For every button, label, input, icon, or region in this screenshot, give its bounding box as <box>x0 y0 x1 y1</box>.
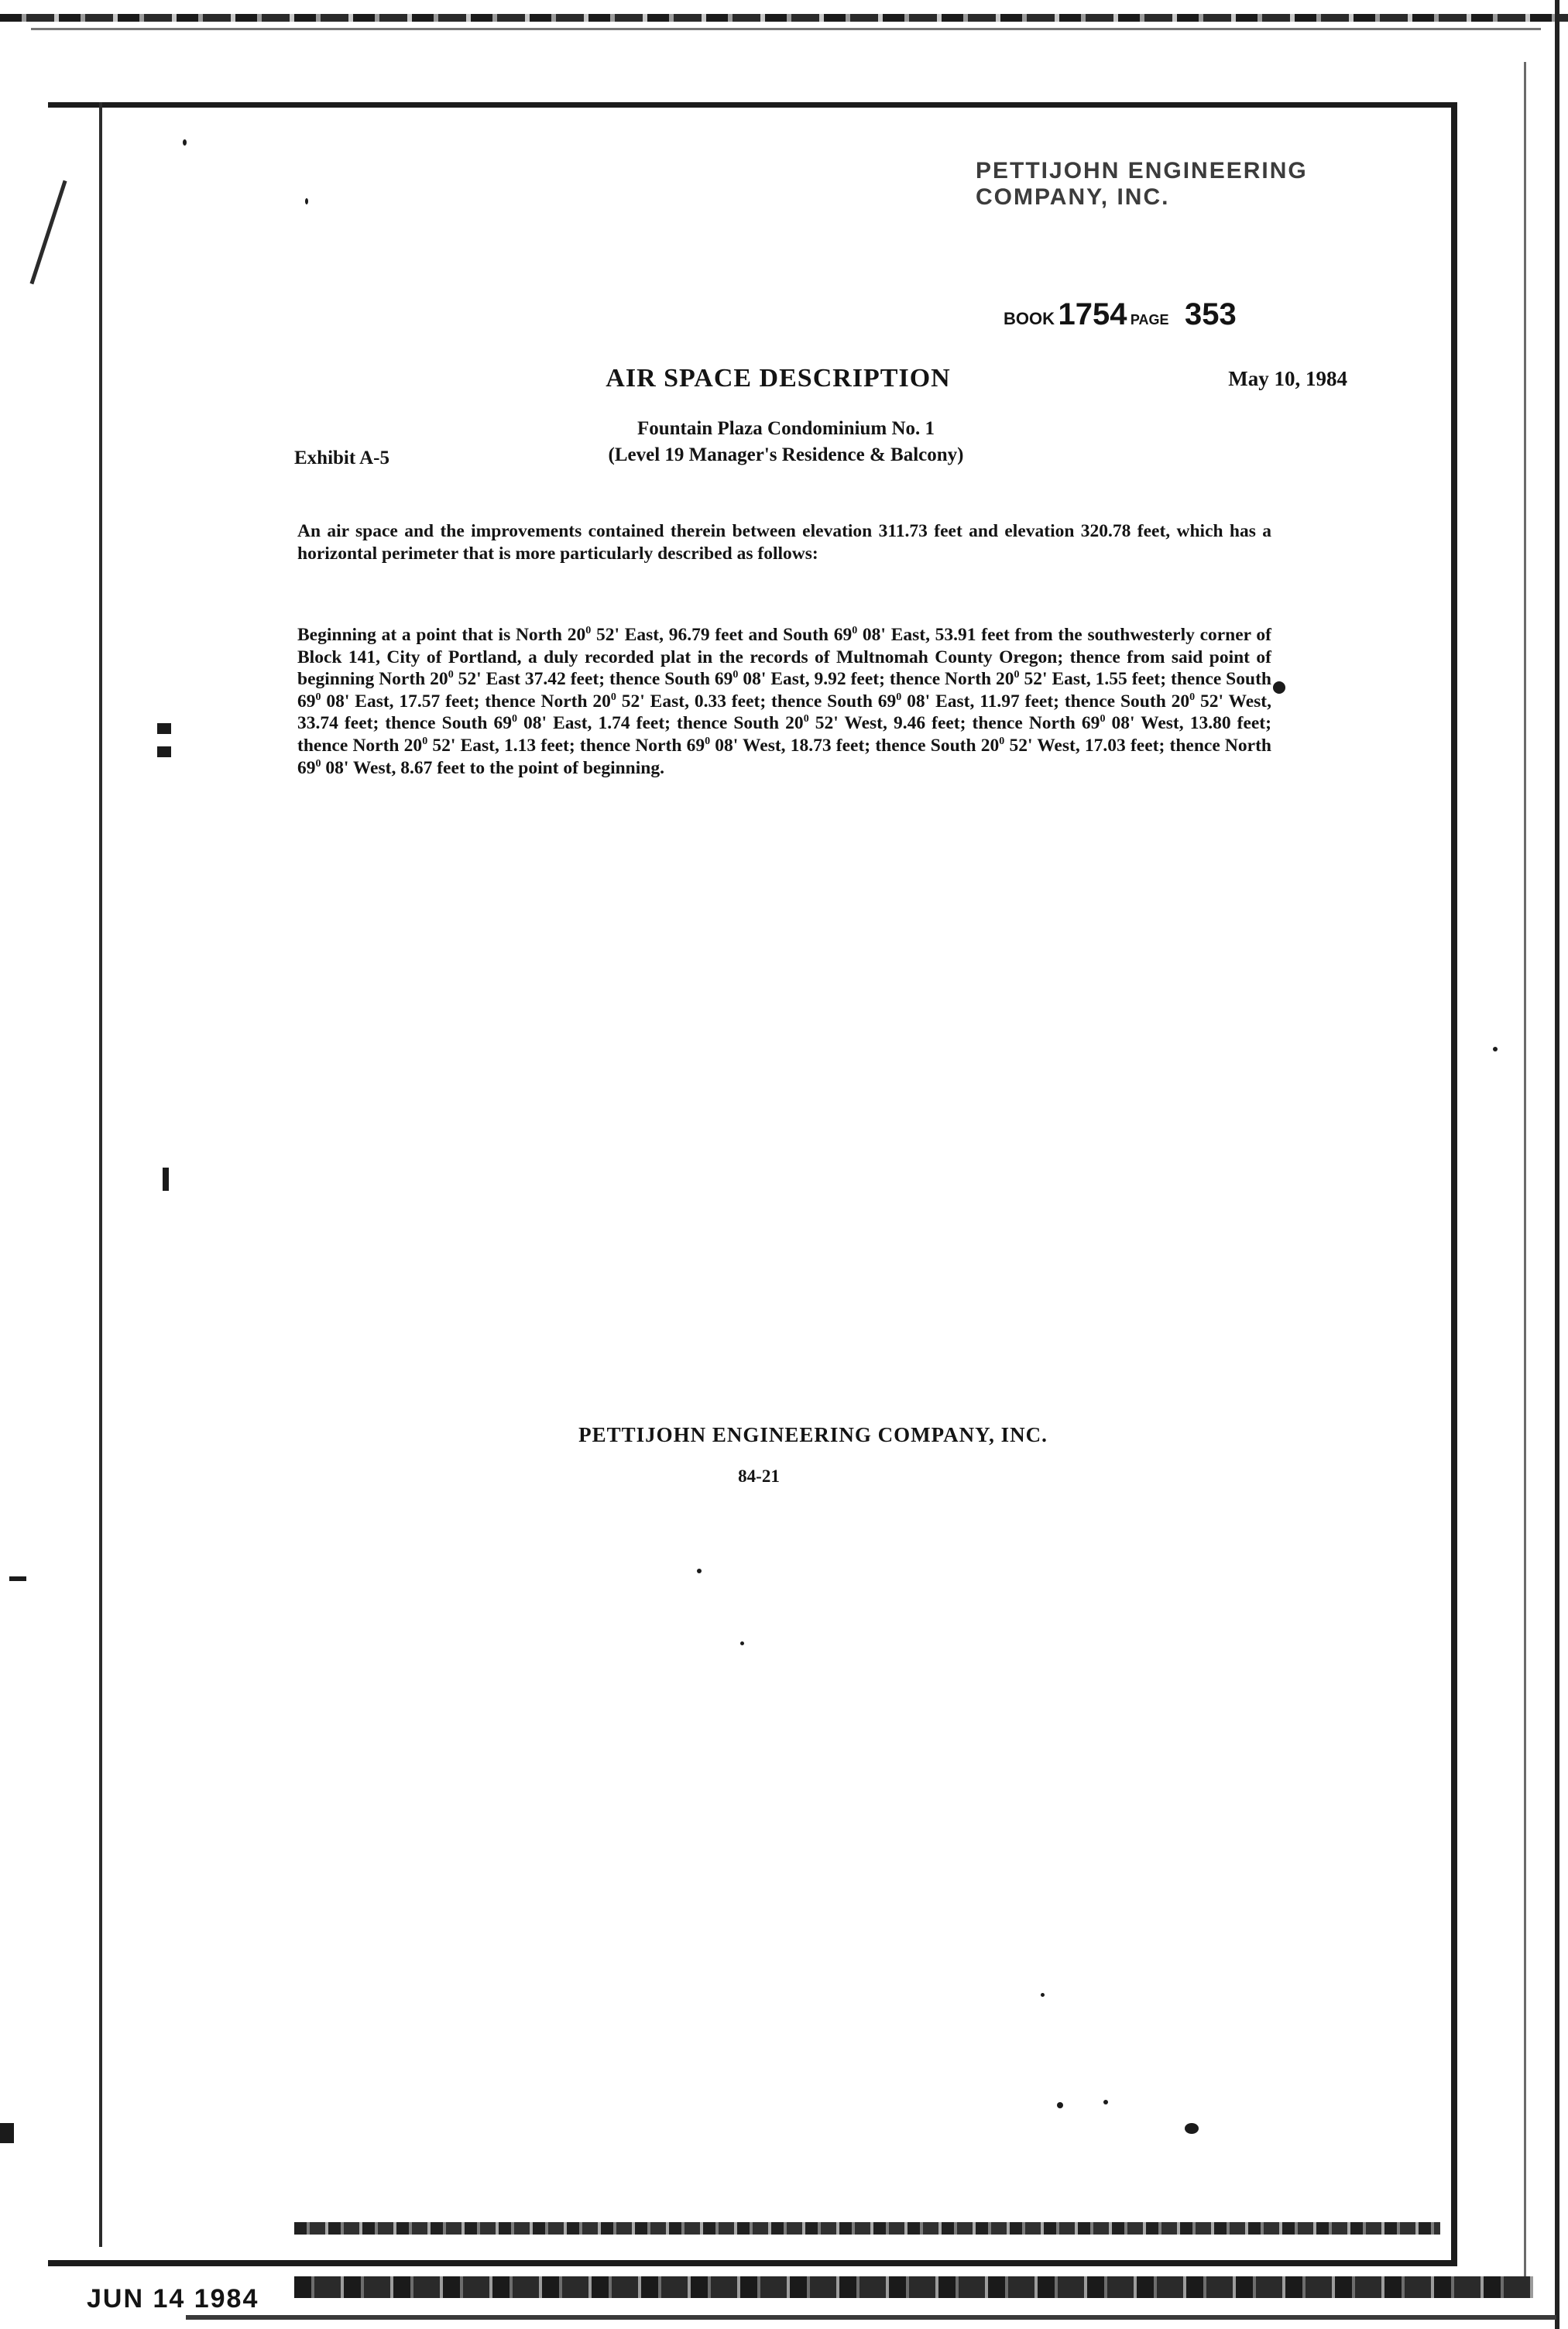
document-date: May 10, 1984 <box>1228 367 1347 390</box>
letterhead-company: PETTIJOHN ENGINEERING COMPANY, INC. <box>976 158 1308 210</box>
speck <box>1493 1047 1498 1051</box>
page-label: PAGE <box>1130 312 1169 328</box>
punch-mark <box>9 1576 26 1581</box>
unit-description: (Level 19 Manager's Residence & Balcony) <box>608 444 964 465</box>
speck <box>740 1641 744 1645</box>
speck <box>305 198 308 204</box>
edge-mark <box>0 2123 14 2143</box>
page-left-edge <box>99 102 102 2247</box>
perimeter-paragraph: Beginning at a point that is North $20^0$ 52' East, 96.79 feet and South $69^0$ 08' East, 53.91 feet from the southwesterly corner of Block 141, City of Portland, a duly recorded plat in the records of Multnomah County Oregon; thence from said point of beginning North $20^0$ 52' East 37.42 feet; thence South $69^0$ 08' East, 9.92 feet; thence North $20^0$ 52' East, 1.55 feet; thence South $69^0$ 08' East, 17.57 feet; thence North $20^0$ 52' East, 0.33 feet; thence South $69^0$ 08' East, 11.97 feet; thence South $20^0$ 52' West, 33.74 feet; thence South $69^0$ 08' East, 1.74 feet; thence South $20^0$ 52' West, 9.46 feet; thence North $69^0$ 08' West, 13.80 feet; thence North $20^0$ 52' East, 1.13 feet; thence North $69^0$ 08' West, 18.73 feet; thence South $20^0$ 52' West, 17.03 feet; thence North $69^0$ 08' West, 8.67 feet to the point of beginning. <box>297 625 1271 778</box>
exhibit-label: Exhibit A-5 <box>294 448 389 468</box>
scan-bottom-rule <box>186 2315 1556 2320</box>
scan-bottom-band <box>294 2276 1533 2298</box>
book-label: BOOK <box>1004 309 1055 328</box>
recording-stamp-band <box>294 2222 1440 2235</box>
document-title: AIR SPACE DESCRIPTION <box>606 364 951 393</box>
engineering-company: PETTIJOHN ENGINEERING COMPANY, INC. <box>578 1423 1048 1446</box>
scan-right-rule <box>1524 62 1526 2292</box>
punch-mark <box>157 746 171 757</box>
book-page-stamp <box>1004 297 1344 332</box>
speck <box>183 139 187 146</box>
punch-mark <box>157 723 171 734</box>
scan-edge-top <box>0 14 1568 22</box>
speck <box>697 1569 702 1573</box>
condominium-name: Fountain Plaza Condominium No. 1 <box>636 418 935 439</box>
speck <box>1041 1993 1045 1997</box>
scan-right-edge <box>1555 0 1559 2329</box>
elevation-paragraph: An air space and the improvements contained therein between elevation 311.73 feet and elevation 320.78 feet, which has a horizontal perimeter that is more particularly described as follows: <box>297 521 1271 564</box>
speck <box>1103 2100 1108 2104</box>
book-number: 1754 <box>1058 297 1127 331</box>
scan-edge-rule <box>31 28 1541 30</box>
punch-mark <box>163 1168 169 1191</box>
received-date-stamp: JUN 14 1984 <box>87 2284 259 2314</box>
speck <box>1057 2102 1063 2108</box>
page-number: 353 <box>1185 297 1237 331</box>
speck <box>1273 681 1285 694</box>
job-number: 84-21 <box>738 1466 780 1486</box>
speck <box>1185 2123 1199 2134</box>
